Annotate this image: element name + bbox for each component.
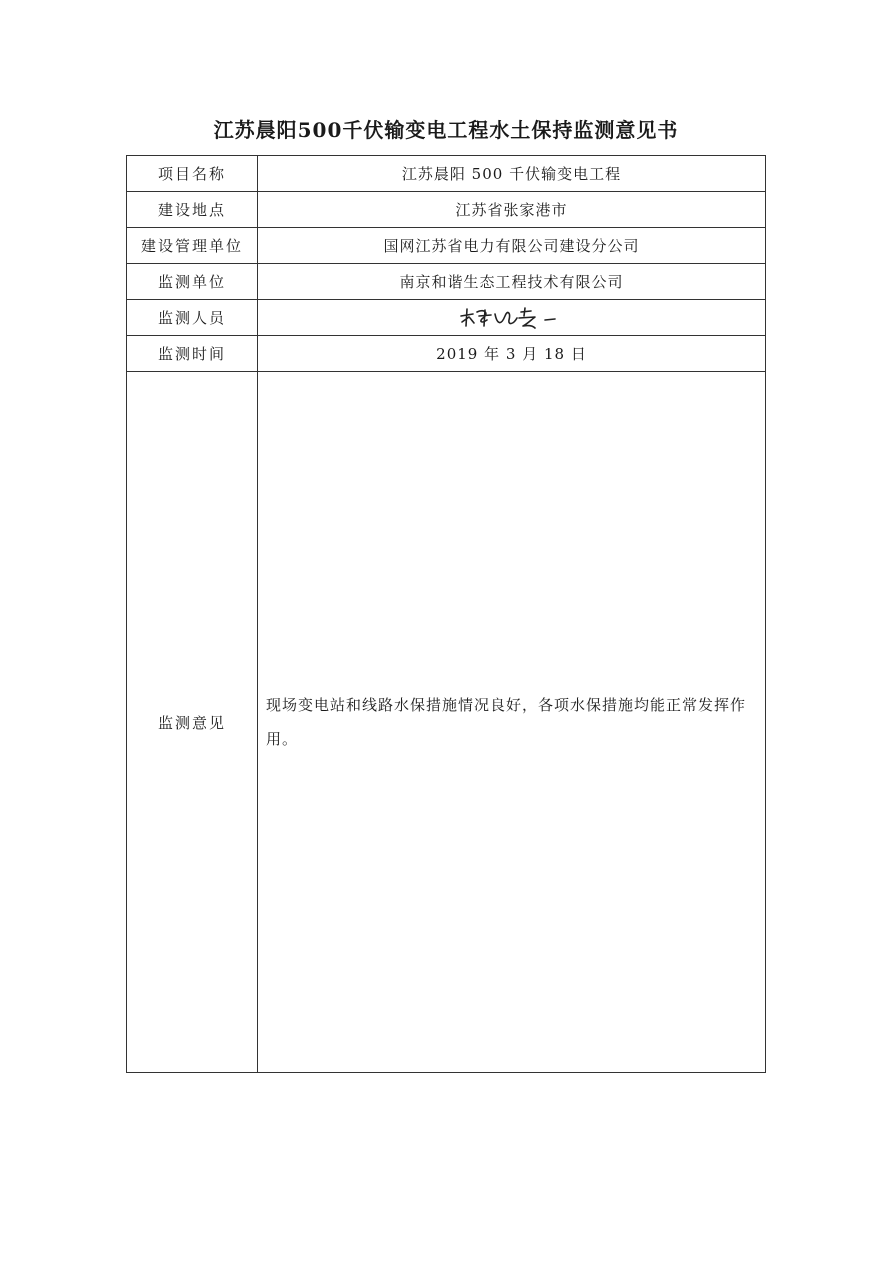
form-row-monitoring-unit (127, 264, 766, 300)
label-monitoring-staff: 监测人员 (127, 300, 258, 336)
label-management-unit: 建设管理单位 (127, 228, 258, 264)
document-title: 江苏晨阳500千伏输变电工程水土保持监测意见书 (213, 118, 679, 142)
form-row-construction-site (127, 192, 766, 228)
label-monitoring-opinion: 监测意见 (127, 372, 258, 1073)
value-monitoring-unit: 南京和谐生态工程技术有限公司 (258, 264, 766, 300)
value-monitoring-staff-signature (258, 300, 766, 336)
monitoring-opinion-form (126, 155, 766, 1073)
label-project-name: 项目名称 (127, 156, 258, 192)
form-row-management-unit (127, 228, 766, 264)
label-monitoring-time: 监测时间 (127, 336, 258, 372)
value-monitoring-time: 2019 年 3 月 18 日 (258, 336, 766, 372)
value-management-unit: 国网江苏省电力有限公司建设分公司 (258, 228, 766, 264)
label-construction-site: 建设地点 (127, 192, 258, 228)
form-row-monitoring-opinion (127, 372, 766, 1073)
value-project-name: 江苏晨阳 500 千伏输变电工程 (258, 156, 766, 192)
form-row-monitoring-staff (127, 300, 766, 336)
handwritten-signature (457, 306, 567, 330)
form-row-project-name (127, 156, 766, 192)
label-monitoring-unit: 监测单位 (127, 264, 258, 300)
value-construction-site: 江苏省张家港市 (258, 192, 766, 228)
form-row-monitoring-time (127, 336, 766, 372)
value-monitoring-opinion: 现场变电站和线路水保措施情况良好，各项水保措施均能正常发挥作用。 (258, 372, 766, 1073)
